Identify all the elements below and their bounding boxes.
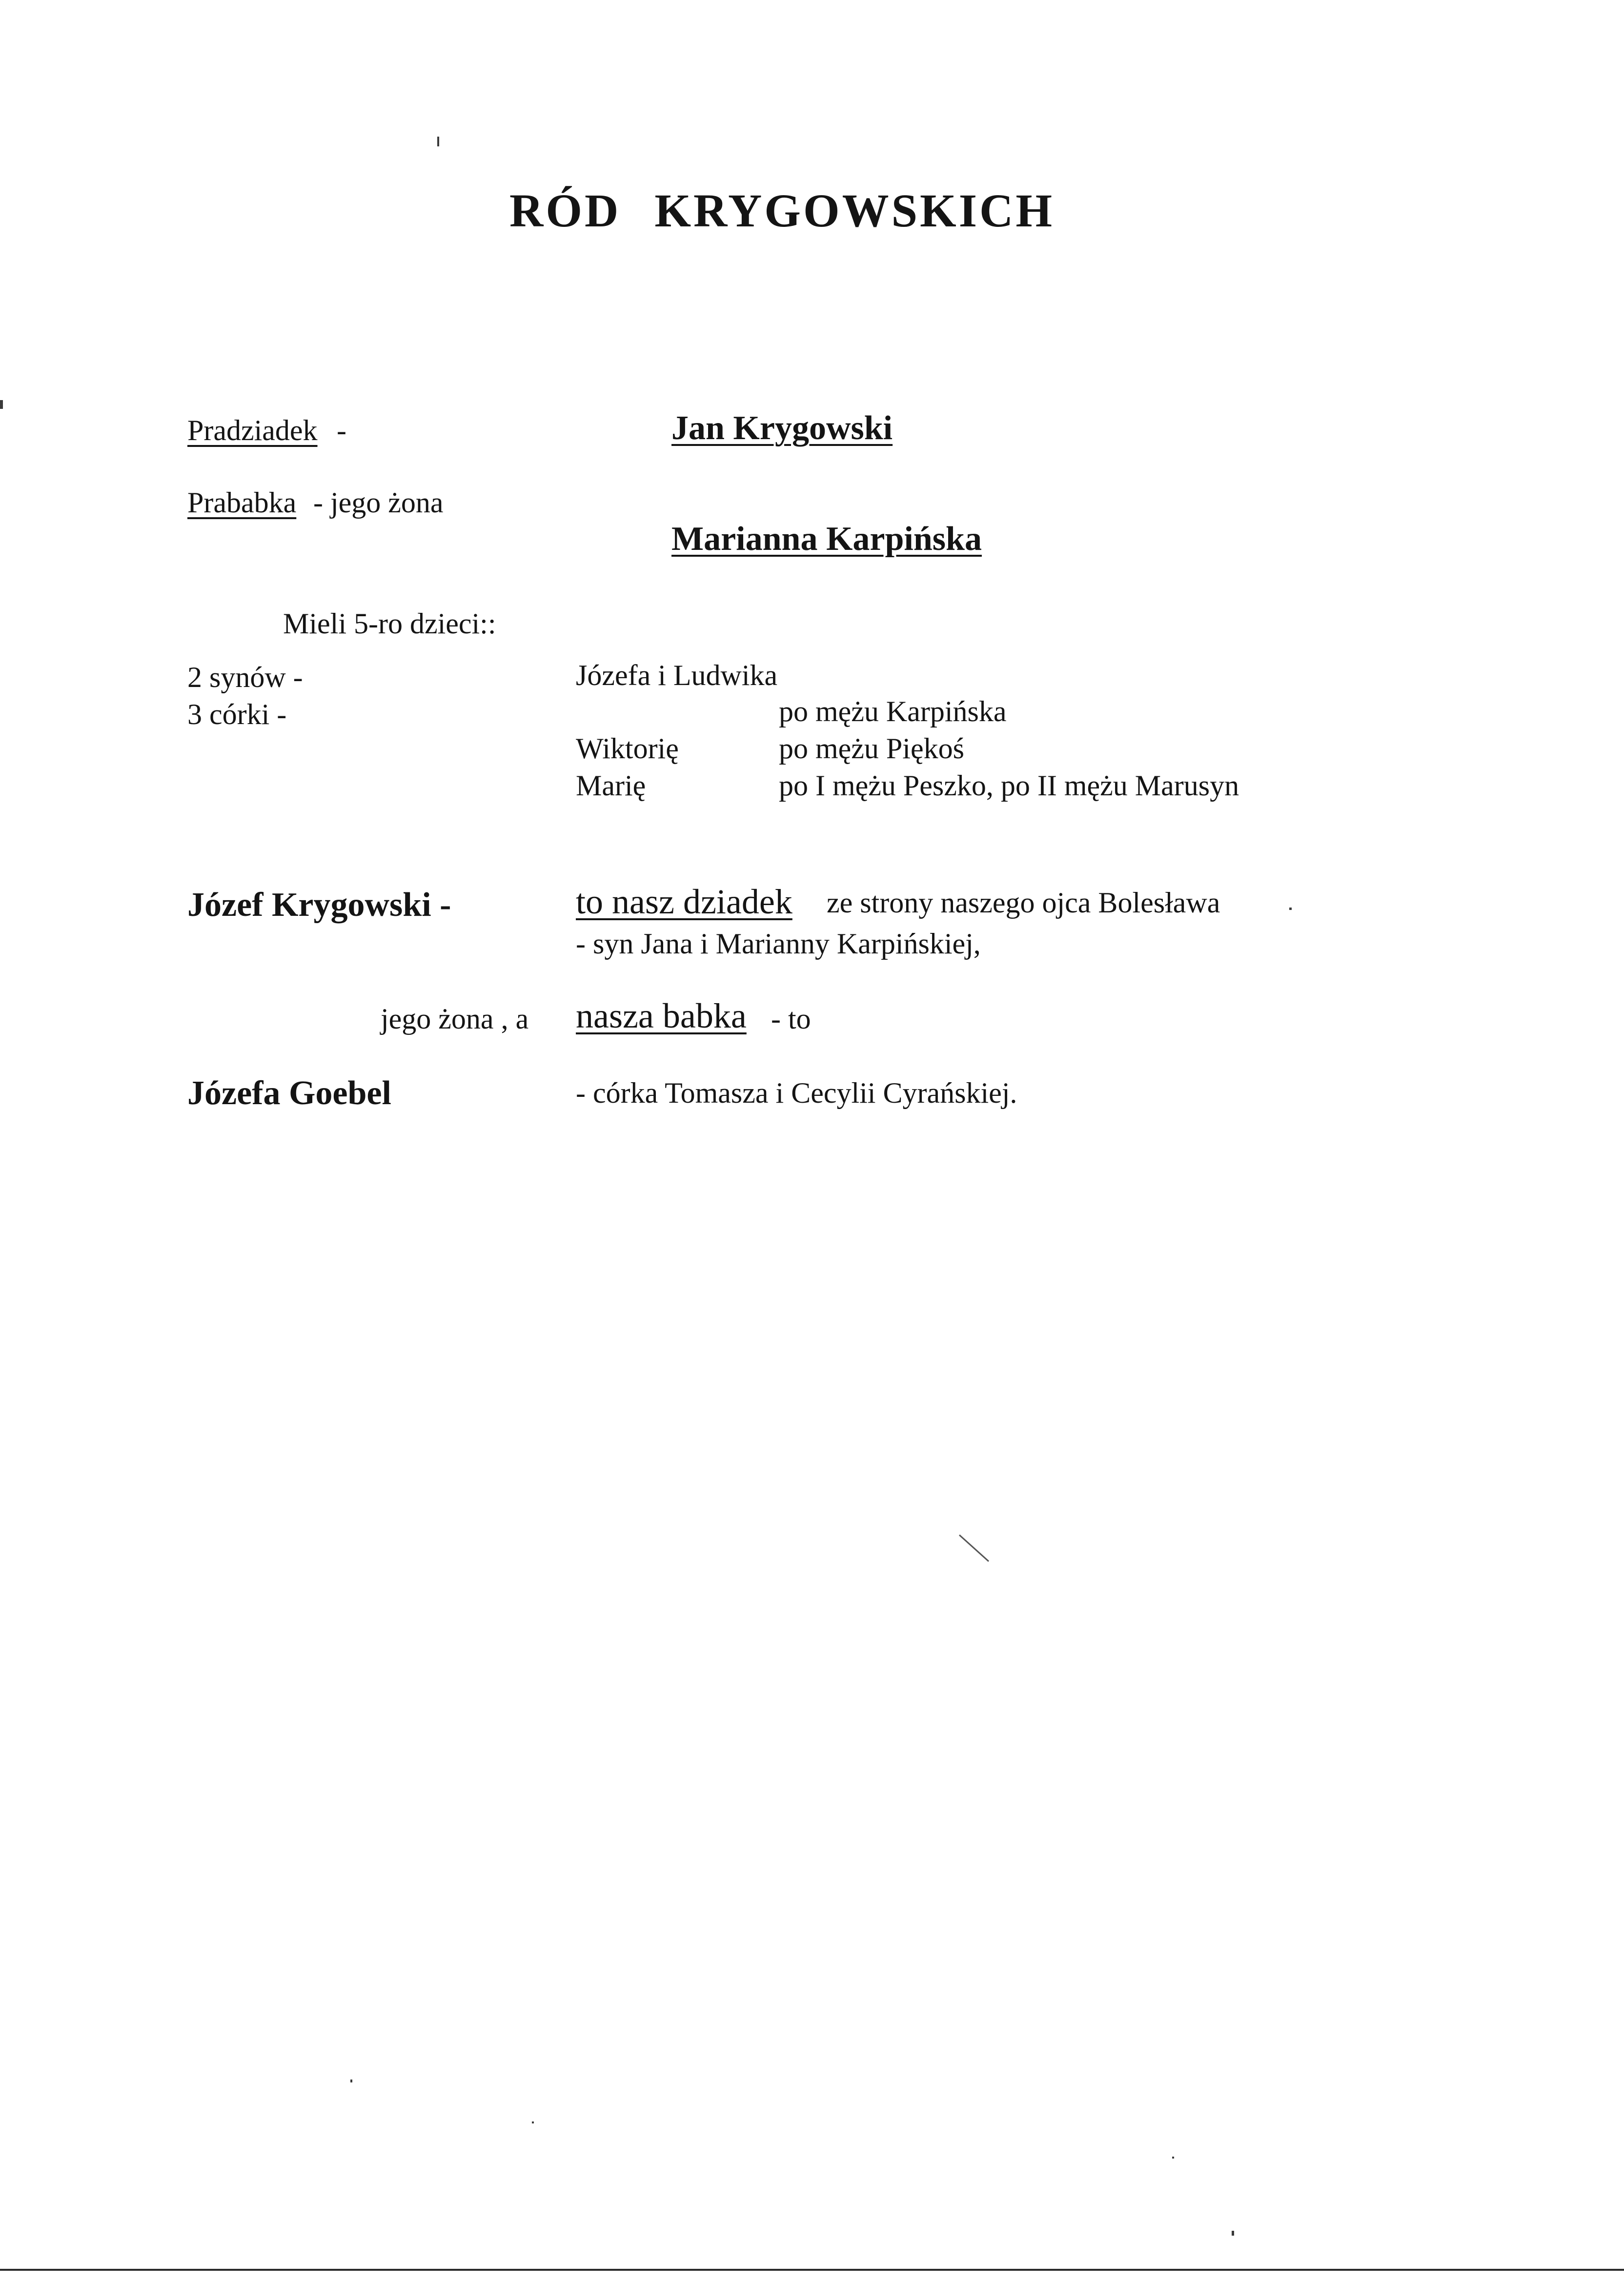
page-title: RÓD KRYGOWSKICH — [509, 184, 1055, 237]
grandmother-lead-in: jego żona , a — [381, 1003, 529, 1035]
daughter-3-name: Marię — [576, 769, 646, 802]
grandmother-lead-out: - to — [771, 1003, 811, 1035]
scan-speck — [1289, 908, 1292, 910]
scan-speck — [1172, 2157, 1174, 2159]
prababka-suffix: - jego żona — [313, 486, 444, 519]
scan-speck — [0, 400, 3, 409]
scan-speck — [532, 2121, 534, 2123]
daughters-label: 3 córki - — [187, 698, 287, 730]
scan-speck — [437, 137, 439, 146]
scan-bottom-edge — [0, 2269, 1624, 2271]
prababka-name: Marianna Karpińska — [671, 520, 982, 558]
grandmother-emphasis: nasza babka — [576, 996, 747, 1035]
scan-speck — [350, 2080, 352, 2082]
grandmother-description: - córka Tomasza i Cecylii Cyrańskiej. — [576, 1077, 1017, 1109]
daughter-2-married: po mężu Piękoś — [779, 732, 964, 765]
daughter-2-name: Wiktorię — [576, 732, 679, 765]
grandmother-name: Józefa Goebel — [187, 1074, 391, 1112]
daughter-1-married: po mężu Karpińska — [779, 695, 1007, 727]
sons-names: Józefa i Ludwika — [576, 659, 778, 691]
children-intro: Mieli 5-ro dzieci:: — [283, 607, 496, 640]
sons-label: 2 synów - — [187, 661, 303, 693]
pradziadek-dash: - — [337, 414, 346, 446]
pradziadek-name: Jan Krygowski — [671, 409, 893, 447]
daughter-3-married: po I mężu Peszko, po II mężu Marusyn — [779, 769, 1239, 802]
prababka-label: Prababka — [187, 486, 297, 519]
scan-speck — [1232, 2231, 1234, 2236]
scan-stroke — [956, 1532, 995, 1566]
pradziadek-label: Pradziadek — [187, 414, 318, 446]
grandfather-line-2: - syn Jana i Marianny Karpińskiej, — [576, 928, 981, 960]
grandfather-name: Józef Krygowski - — [187, 886, 451, 924]
grandfather-line-1-rest: ze strony naszego ojca Bolesława — [827, 887, 1220, 919]
grandfather-emphasis: to nasz dziadek — [576, 882, 792, 921]
